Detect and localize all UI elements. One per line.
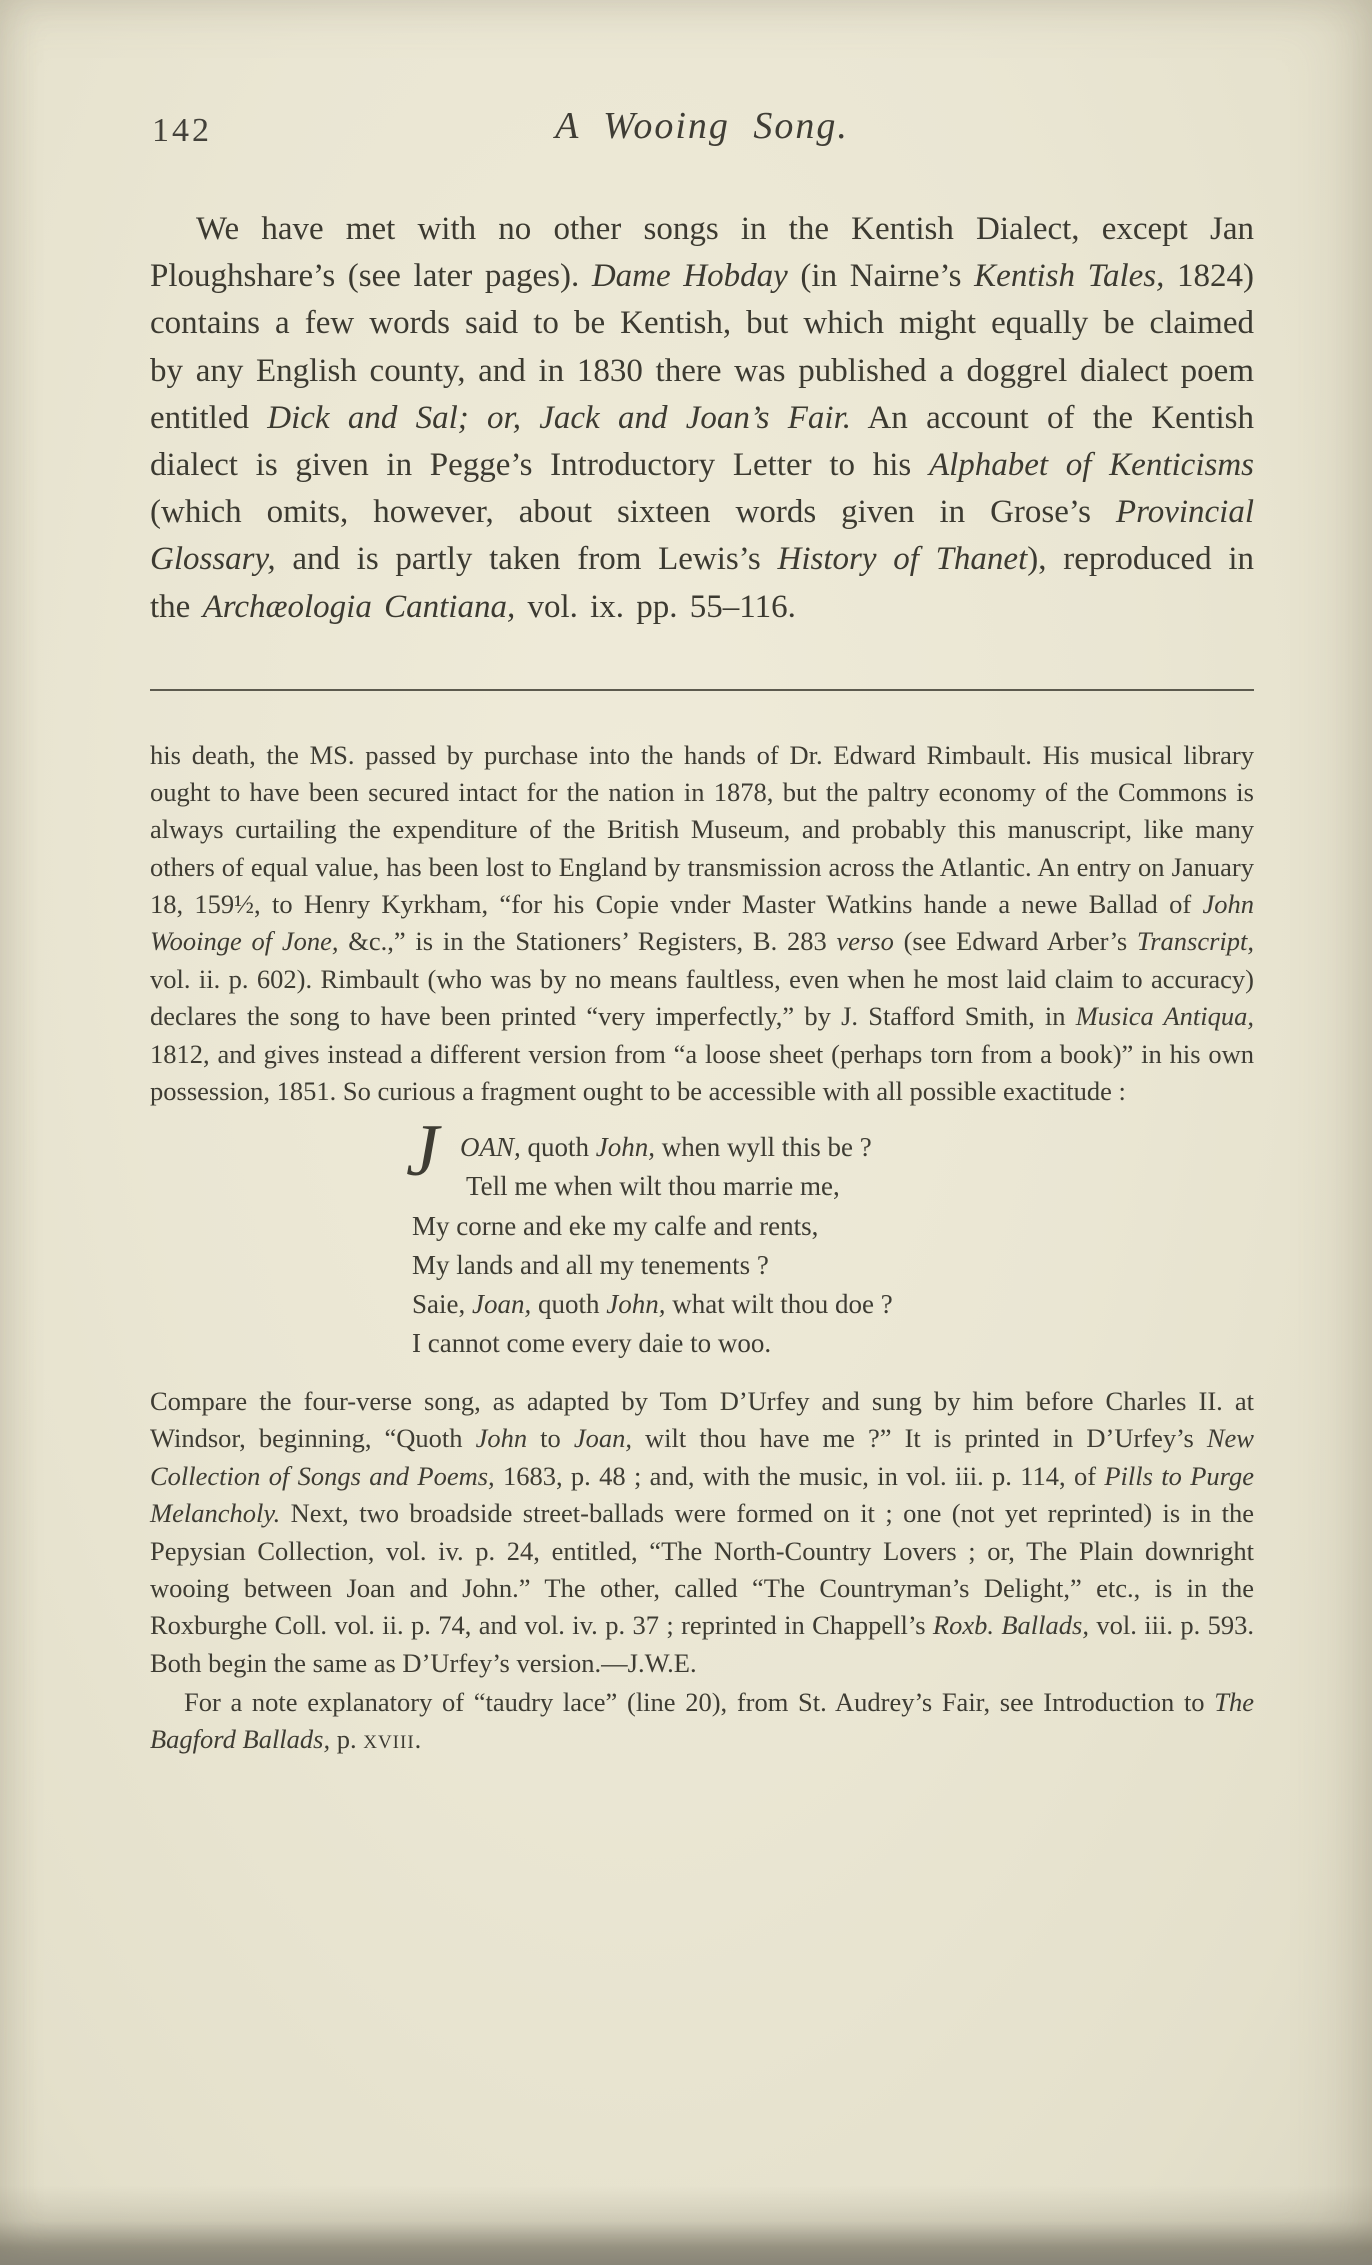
italic-text: John: [475, 1423, 528, 1454]
italic-text: History of Thanet: [777, 541, 1028, 578]
body-text: quoth: [520, 1132, 596, 1163]
body-text: My corne and eke my calfe and rents,: [412, 1210, 819, 1241]
page-edge-shadow: [0, 2185, 1372, 2265]
body-text: We have met with no other songs in the Kentish Dialect, except Jan Ploughshare’s (see later pages).: [150, 211, 1254, 295]
body-text: and is partly taken from Lewis’s: [275, 541, 778, 578]
italic-text: verso: [836, 926, 894, 957]
body-text: quoth: [531, 1288, 607, 1319]
body-text: (in Nairne’s: [787, 258, 975, 295]
verse-block: [406, 1110, 1254, 1363]
italic-text: Pills to Purge Melancholy.: [150, 1460, 1254, 1529]
italic-text: John,: [606, 1288, 666, 1319]
italic-text: Joan,: [472, 1288, 532, 1319]
body-text: Next, two broadside street-ballads were formed on it ; one (not yet reprinted) is in the Pepysian Collection, vol. iv. p. 24, entitled, “The North-Country Lovers ; or, The Plain downright wooing between Joan and John.” The other, called “The Countryman’s Delight,” etc., is in the Roxburghe Coll. vol. ii. p. 74, and vol. iv. p. 37 ; reprinted in Chappell’s: [150, 1498, 1254, 1641]
body-text: p.: [330, 1724, 364, 1755]
italic-text: Provincial Glossary,: [150, 494, 1254, 578]
verse-line: [412, 1246, 1254, 1285]
body-text: 1683, p. 48 ; and, with the music, in vol. iii. p. 114, of: [494, 1460, 1105, 1491]
italic-text: John Wooinge of Jone,: [150, 889, 1254, 957]
body-text: vol. iii. p. 593. Both begin the same as D’Urfey’s version.—J.W.E.: [150, 1610, 1255, 1678]
page-header: [150, 104, 1254, 162]
body-text: Tell me when wilt thou marrie me,: [466, 1171, 840, 1202]
body-text: 1824) contains a few words said to be Kentish, but which might equally be claimed by any English county, and in 1830 there was published a doggrel dialect poem entitled: [150, 258, 1255, 436]
italic-text: Dick and Sal; or, Jack and Joan’s Fair.: [267, 399, 852, 436]
body-text: vol. ix. pp. 55–116.: [515, 588, 796, 625]
body-text: what wilt thou doe ?: [665, 1288, 893, 1319]
page-number: 142: [152, 112, 212, 149]
verse-line: [412, 1285, 1254, 1324]
verse-dropcap: J: [406, 1110, 439, 1193]
body-text: vol. ii. p. 602). Rimbault (who was by no means faultless, even when he most laid claim to accuracy) declares the song to have been printed “very imperfectly,” by J. Stafford Smith, in: [150, 963, 1254, 1032]
italic-text: OAN,: [460, 1132, 521, 1163]
body-text: For a note explanatory of “taudry lace” (line 20), from St. Audrey’s Fair, see Introduction to: [184, 1687, 1215, 1717]
body-text: .: [414, 1724, 422, 1755]
body-text: ), reproduced in the: [150, 541, 1254, 625]
body-text: Saie,: [412, 1288, 472, 1319]
verse-line: [412, 1207, 1254, 1246]
body-text: wilt thou have me ?” It is printed in D’Urfey’s: [631, 1423, 1207, 1454]
body-text: (see Edward Arber’s: [893, 926, 1137, 957]
verse-line: [412, 1324, 1254, 1363]
italic-text: New Collection of Songs and Poems,: [150, 1423, 1254, 1491]
italic-text: Dame Hobday: [591, 258, 788, 295]
verse-line: [412, 1167, 1254, 1206]
body-text: his death, the MS. passed by purchase into the hands of Dr. Edward Rimbault. His musical library ought to have been secured intact for the nation in 1878, but the paltry economy of the Commons is always curtailing the expenditure of the British Museum, and probably this manuscript, like many others of equal value, has been lost to England by transmission across the Atlantic. An entry on January 18, 159½, to Henry Kyrkham, “for his Copie vnder Master Watkins hande a newe Ballad of: [150, 739, 1254, 920]
body-text: to: [527, 1423, 574, 1454]
page-title: A Wooing Song.: [555, 105, 849, 147]
italic-text: The Bagford Ballads,: [150, 1687, 1254, 1755]
footnote-divider-rule: [150, 689, 1254, 691]
body-text: (which omits, however, about sixteen words given in Grose’s: [150, 494, 1116, 531]
italic-text: Kentish Tales,: [974, 258, 1165, 295]
italic-text: Musica Antiqua,: [1075, 1001, 1255, 1032]
body-text: An account of the Kentish dialect is given in Pegge’s Introductory Letter to his: [150, 399, 1254, 483]
body-text: 1812, and gives instead a different version from “a loose sheet (perhaps torn from a book)” in his own possession, 1851. So curious a fragment ought to be accessible with all possible exactitude :: [150, 1038, 1254, 1106]
body-text: when wyll this be ?: [655, 1132, 872, 1163]
body-text: My lands and all my tenements ?: [412, 1249, 769, 1280]
italic-text: John,: [595, 1132, 655, 1163]
italic-text: Archæologia Cantiana,: [202, 588, 516, 625]
italic-text: Transcript,: [1136, 926, 1254, 957]
intro-paragraph: [150, 206, 1254, 631]
footnote-paragraph: [150, 737, 1254, 1111]
smallcaps-text: xviii: [363, 1724, 415, 1755]
italic-text: Alphabet of Kenticisms: [928, 446, 1254, 483]
closing-paragraph: [150, 1383, 1254, 1682]
italic-text: Joan,: [573, 1423, 632, 1454]
verse-line: [412, 1128, 1254, 1167]
body-text: &c.,” is in the Stationers’ Registers, B. 283: [338, 926, 837, 957]
italic-text: Roxb. Ballads,: [932, 1610, 1089, 1641]
body-text: I cannot come every daie to woo.: [412, 1327, 772, 1358]
body-text: Compare the four-verse song, as adapted by Tom D’Urfey and sung by him before Charles II. at Windsor, beginning, “Quoth: [150, 1386, 1254, 1454]
final-note-paragraph: [150, 1684, 1254, 1759]
